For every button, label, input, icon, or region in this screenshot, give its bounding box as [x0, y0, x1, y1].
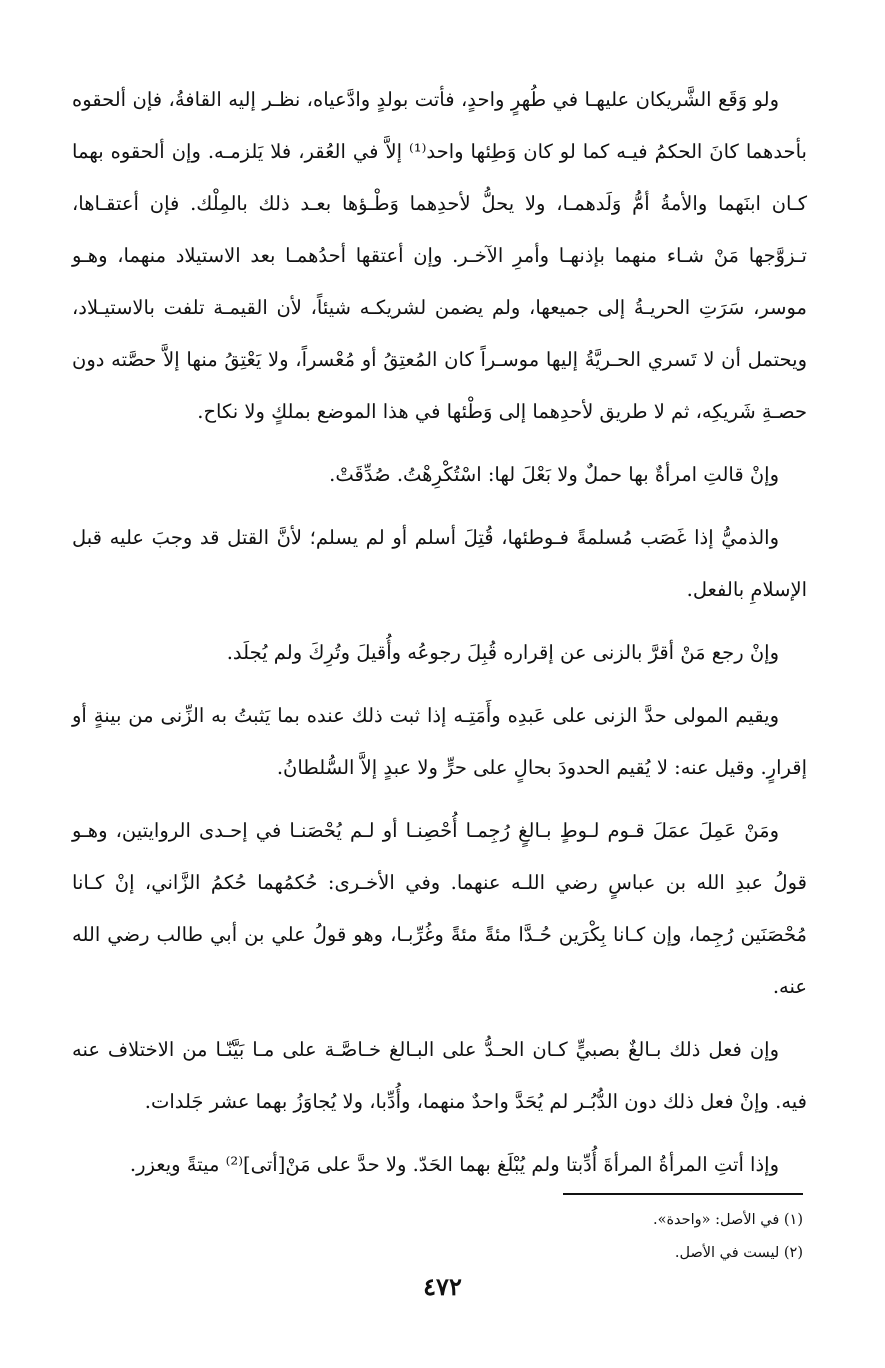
paragraph: وإنْ رجع مَنْ أقرَّ بالزنى عن إقراره قُبِلَ رجوعُه وأُقيلَ وتُرِكَ ولم يُجلَد.	[226, 641, 779, 664]
footnote: (١) في الأصل: «واحدة».	[652, 1212, 803, 1228]
paragraph: وإن فعل ذلك بـالغٌ بصبيٍّ كـان الحـدُّ على البـالغ خـاصَّـة على مـا بَيَّنّـا من الاختلاف عنه فيه. وإنْ فعل ذلك دون الدُّبُـر لم يُحَدَّ واحدٌ منهما، وأُدِّبا، ولا يُجاوَزُ بهما عشر جَلدات.	[72, 1038, 807, 1113]
footnote: (٢) ليست في الأصل.	[674, 1245, 803, 1261]
paragraph: ويقيم المولى حدَّ الزنى على عَبدِه وأَمَتِـه إذا ثبت ذلك عنده بما يَثبتُ به الزِّنى من بينةٍ أو إقرارٍ. وقيل عنه: لا يُقيم الحدودَ بحالٍ على حرٍّ ولا عبدٍ إلاَّ السُّلطانُ.	[72, 704, 807, 779]
main-text	[72, 74, 807, 1202]
footnote-divider	[563, 1193, 803, 1195]
page-number: ٤٧٢	[423, 1272, 462, 1301]
footnotes	[300, 1204, 803, 1270]
paragraph: والذميُّ إذا غَصَب مُسلمةً فـوطئها، قُتِلَ أسلم أو لم يسلم؛ لأنَّ القتل قد وجبَ عليه قبل الإسلامِ بالفعل.	[72, 526, 807, 601]
paragraph: وإذا أتتِ المرأةُ المرأةَ أُدِّبتا ولم يُبْلَغ بهما الحَدّ. ولا حدَّ على مَنْ[أتى]⁽²⁾ ميتةً ويعزر.	[129, 1153, 779, 1176]
paragraph: وإنْ قالتِ امرأةٌ بها حملٌ ولا بَعْلَ لها: اسْتُكْرِهْتُ. صُدِّقَتْ.	[329, 463, 779, 486]
paragraph: ومَنْ عَمِلَ عمَلَ قـوم لـوطٍ بـالغٍ رُجِمـا أُحْصِنـا أو لـم يُحْصَنـا في إحـدى الروايتين، وهـو قولُ عبدِ الله بن عباسٍ رضي اللـه عنهما. وفي الأخـرى: حُكمُهما حُكمُ الزَّاني، إنْ كـانا مُحْصَنَين رُجِما، وإن كـانا بِكْرَين حُـدَّا مئةً مئةً وغُرِّبـا، وهو قولُ علي بن أبي طالب رضي الله عنه.	[72, 819, 807, 998]
paragraph: ولو وَقَع الشَّريكان عليهـا في طُهرٍ واحدٍ، فأتت بولدٍ وادَّعياه، نظـر إليه القافةُ، فإن ألحقوه بأحدهما كانَ الحكمُ فيـه كما لو كان وَطِئها واحد⁽¹⁾ إلاَّ في العُقر، فلا يَلزمـه. وإن ألحقوه بهما كـان ابنَهما والأمةُ أمُّ وَلَدهمـا، ولا يحلُّ لأحدِهما وَطْـؤها بعـد ذلك بالمِلْك. فإن أعتقـاها، تـزوَّجها مَنْ شـاء منهما بإذنهـا وأمرِ الآخـر. وإن أعتقها أحدُهمـا بعد الاستيلاد منهما، وهـو موسر، سَرَتِ الحريـةُ إلى جميعها، ولم يضمن لشريكـه شيئاً، لأن القيمـة تلفت بالاستيـلاد، ويحتمل أن لا تَسري الحـريَّةُ إليها موسـراً كان المُعتِقُ أو مُعْسراً، ولا يَعْتِقُ منها إلاَّ حصَّته دون حصـةِ شَريكِه، ثم لا طريق لأحدِهما إلى وَطْئها في هذا الموضع بملكٍ ولا نكاح.	[72, 88, 807, 423]
